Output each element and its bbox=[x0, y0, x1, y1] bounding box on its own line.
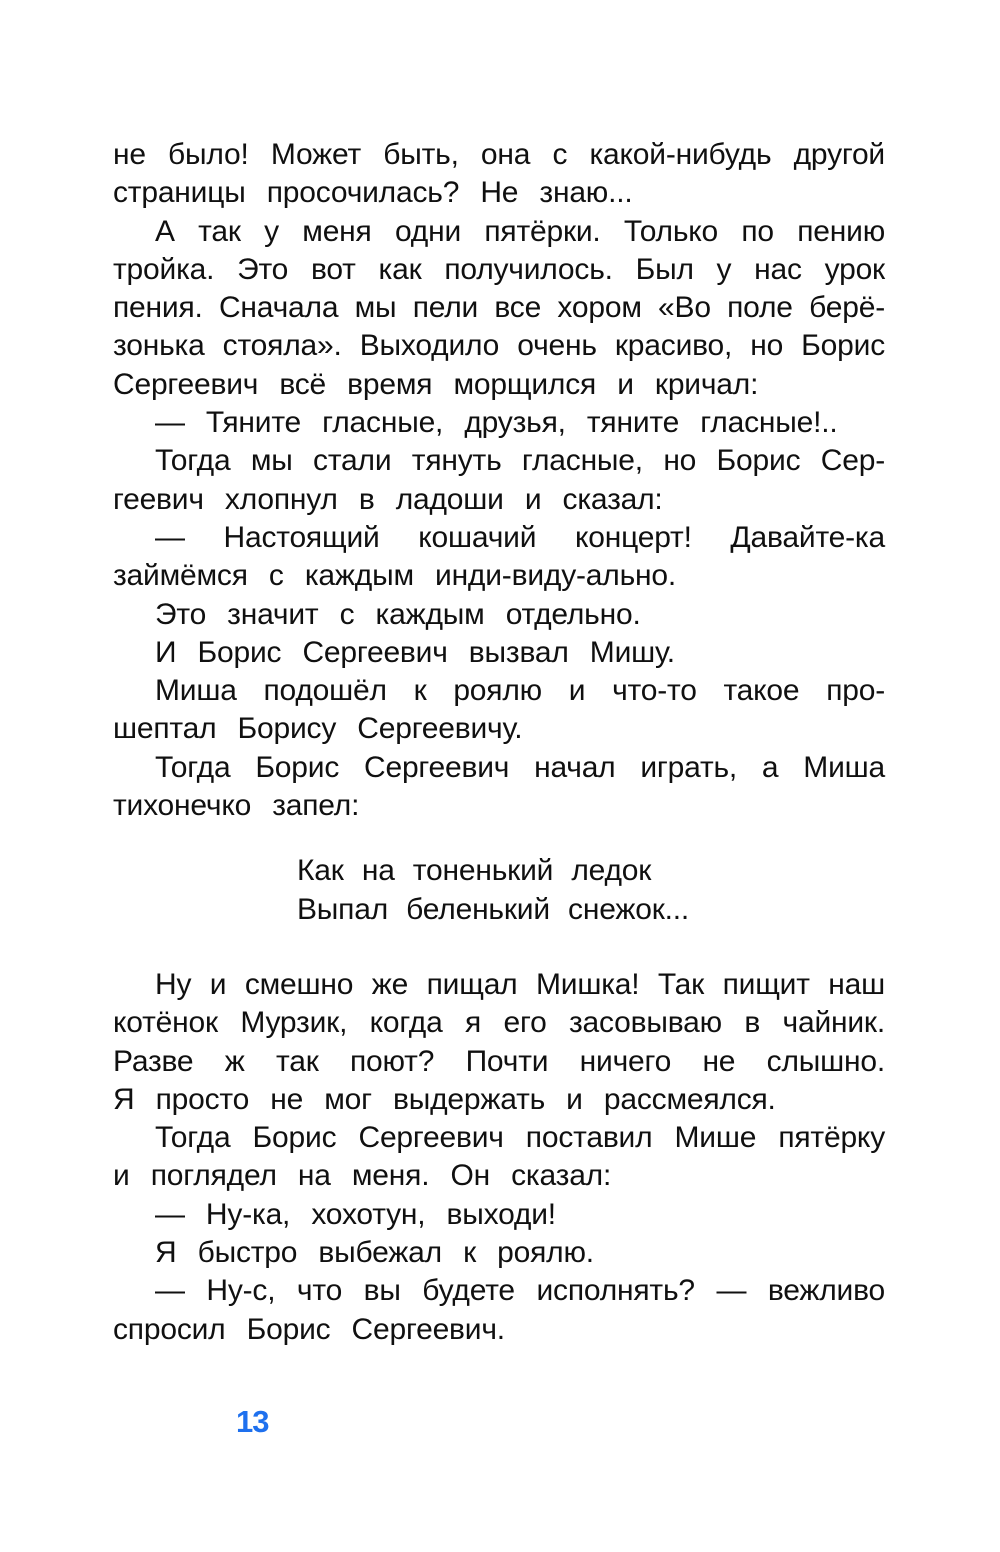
text-line: Разве ж так поют? Почти ничего не слышно. bbox=[113, 1044, 885, 1078]
paragraph bbox=[113, 1272, 885, 1349]
text-block bbox=[113, 136, 885, 1349]
paragraph bbox=[113, 442, 885, 519]
text-line: тройка. Это вот как получилось. Был у нас урок bbox=[113, 252, 885, 286]
text-line: Я просто не мог выдержать и рассмеялся. bbox=[113, 1082, 776, 1116]
text-line: пения. Сначала мы пели все хором «Во поле берё- bbox=[113, 291, 885, 325]
text-line: займёмся с каждым инди-виду-ально. bbox=[113, 559, 676, 593]
text-line: Я быстро выбежал к роялю. bbox=[155, 1236, 594, 1270]
paragraph bbox=[113, 404, 885, 442]
text-line: Миша подошёл к роялю и что-то такое про- bbox=[155, 674, 885, 708]
text-line: А так у меня одни пятёрки. Только по пению bbox=[155, 214, 885, 248]
text-line: котёнок Мурзик, когда я его засовываю в чайник. bbox=[113, 1006, 885, 1040]
text-line: — Ну-ка, хохотун, выходи! bbox=[155, 1197, 556, 1231]
text-line: — Ну-с, что вы будете исполнять? — вежливо bbox=[155, 1274, 885, 1308]
text-line: Сергеевич всё время морщился и кричал: bbox=[113, 367, 759, 401]
text-line: зонька стояла». Выходило очень красиво, но Борис bbox=[113, 329, 885, 363]
text-line: Тогда Борис Сергеевич начал играть, а Миша bbox=[155, 750, 885, 784]
text-line: геевич хлопнул в ладоши и сказал: bbox=[113, 482, 663, 516]
text-line: шептал Борису Сергеевичу. bbox=[113, 712, 523, 746]
text-line: Тогда Борис Сергеевич поставил Мише пятёрку bbox=[155, 1121, 885, 1155]
text-line: не было! Может быть, она с какой-нибудь другой bbox=[113, 138, 885, 171]
verse-block bbox=[297, 852, 885, 929]
text-line: тихонечко запел: bbox=[113, 789, 360, 823]
paragraph bbox=[113, 519, 885, 596]
paragraph bbox=[113, 1119, 885, 1196]
page-number: 13 bbox=[236, 1404, 269, 1439]
text-line: И Борис Сергеевич вызвал Мишу. bbox=[155, 635, 675, 669]
paragraph bbox=[113, 1234, 885, 1272]
verse-line: Как на тоненький ледок bbox=[297, 854, 652, 888]
text-line: Тогда мы стали тянуть гласные, но Борис Сер- bbox=[155, 444, 885, 478]
verse-line: Выпал беленький снежок... bbox=[297, 892, 690, 926]
text-line: спросил Борис Сергеевич. bbox=[113, 1312, 505, 1346]
paragraph bbox=[113, 1196, 885, 1234]
paragraph bbox=[113, 749, 885, 826]
text-line: и поглядел на меня. Он сказал: bbox=[113, 1159, 612, 1193]
paragraph bbox=[113, 213, 885, 404]
paragraph bbox=[113, 136, 885, 213]
text-line: — Тяните гласные, друзья, тяните гласные!.. bbox=[155, 406, 838, 440]
paragraph bbox=[113, 634, 885, 672]
text-line: — Настоящий кошачий концерт! Давайте-ка bbox=[155, 520, 885, 554]
text-line: Ну и смешно же пищал Мишка! Так пищит наш bbox=[155, 967, 885, 1001]
paragraph bbox=[113, 966, 885, 1119]
paragraph bbox=[113, 672, 885, 749]
paragraph bbox=[113, 596, 885, 634]
text-line: страницы просочилась? Не знаю... bbox=[113, 176, 633, 210]
text-line: Это значит с каждым отдельно. bbox=[155, 597, 641, 631]
